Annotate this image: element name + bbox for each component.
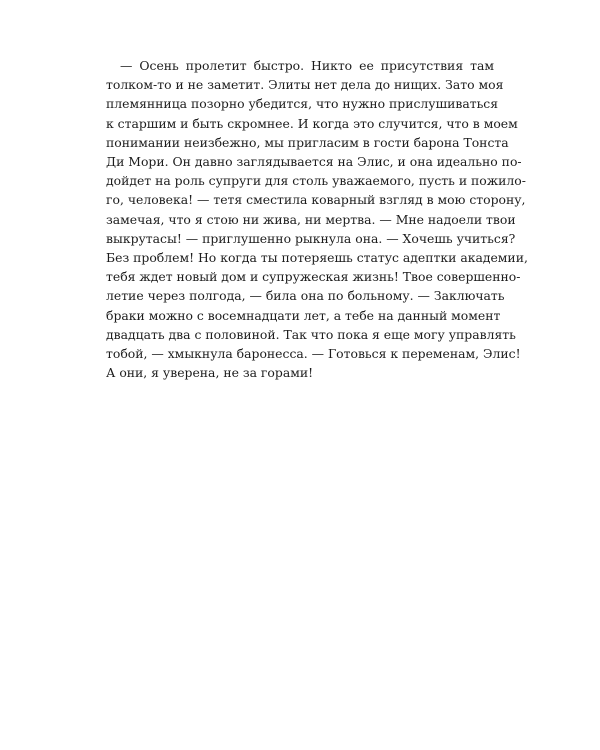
- text-line: Ди Мори. Он давно заглядывается на Элис, и она идеально по-: [106, 154, 522, 170]
- text-line: выкрутасы! — приглушенно рыкнула она. — Хочешь учиться?: [106, 230, 516, 246]
- text-line: толком-то и не заметит. Элиты нет дела до нищих. Зато моя: [106, 77, 504, 93]
- text-line: к старшим и быть скромнее. И когда это случится, что в моем: [106, 115, 518, 131]
- text-line: браки можно с восемнадцати лет, а тебе на данный момент: [106, 307, 501, 323]
- text-line: тобой, — хмыкнула баронесса. — Готовься к переменам, Элис!: [106, 346, 521, 362]
- text-line: двадцать два с половиной. Так что пока я еще могу управлять: [106, 326, 516, 342]
- text-line: дойдет на роль супруги для столь уважаемого, пусть и пожило-: [106, 173, 526, 189]
- text-line: летие через полгода, — била она по больному. — Заключать: [106, 288, 505, 304]
- text-line: замечая, что я стою ни жива, ни мертва. — Мне надоели твои: [106, 211, 516, 227]
- text-line: А они, я уверена, не за горами!: [106, 365, 314, 381]
- text-line: — Осень пролетит быстро. Никто ее присутствия там: [120, 58, 494, 73]
- text-line: понимании неизбежно, мы пригласим в гости барона Тонста: [106, 134, 509, 150]
- text-line: Без проблем! Но когда ты потеряешь статус адептки академии,: [106, 250, 528, 266]
- text-line: племянница позорно убедится, что нужно прислушиваться: [106, 96, 499, 112]
- paragraph: [106, 56, 528, 382]
- text-line: тебя ждет новый дом и супружеская жизнь! Твое совершенно-: [106, 269, 521, 285]
- text-line: го, человека! — тетя сместила коварный взгляд в мою сторону,: [106, 192, 526, 208]
